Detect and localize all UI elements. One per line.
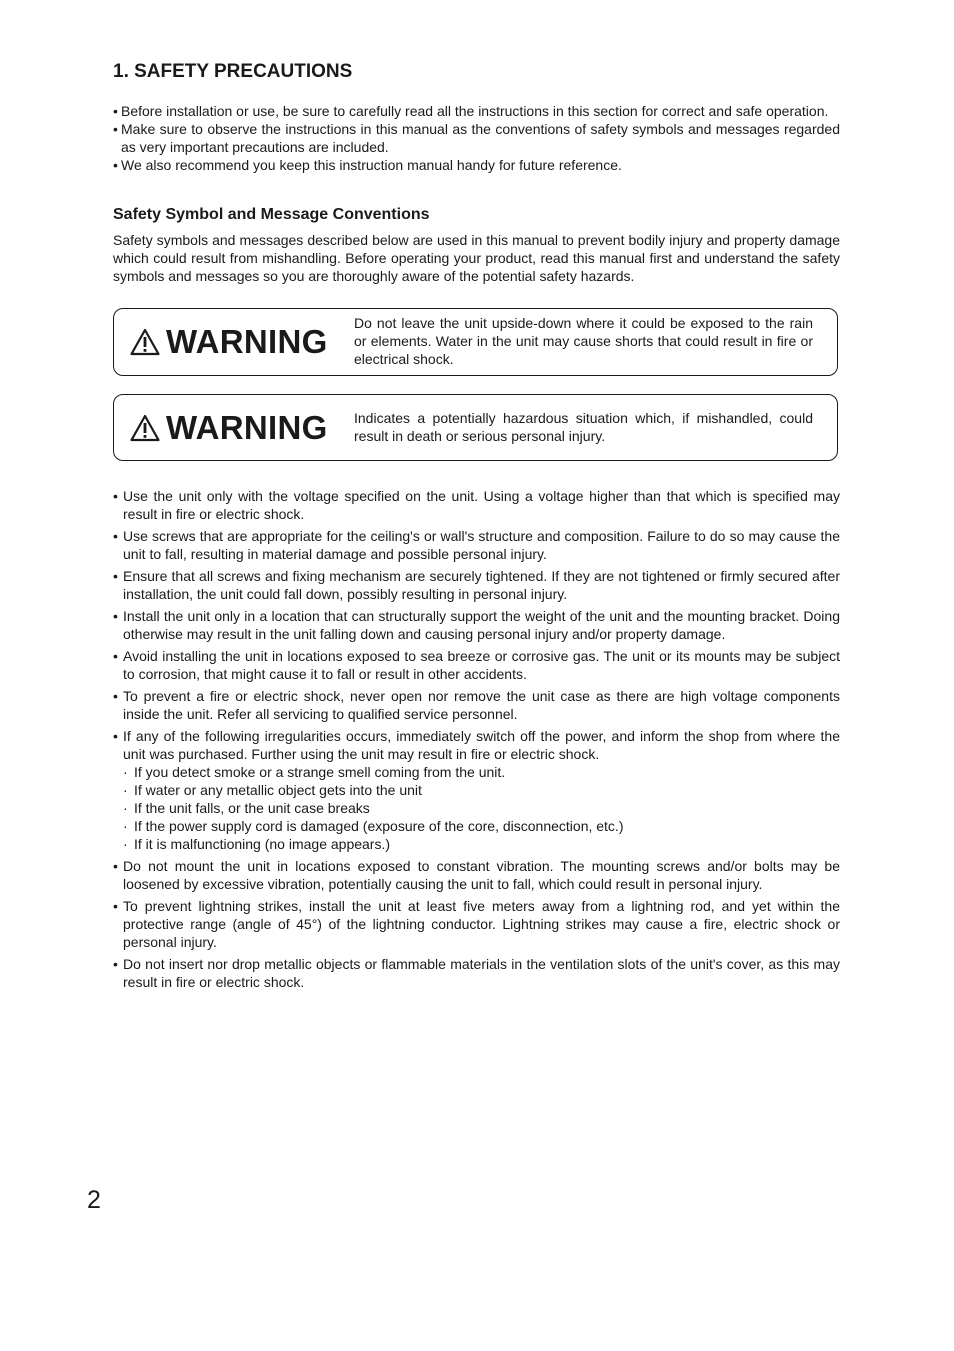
- precaution-text: Do not insert nor drop metallic objects or flammable materials in the ventilation slots of the unit's cover, as this may result in fire or electric shock.: [123, 956, 840, 990]
- bullet-dot: •: [113, 528, 118, 544]
- precaution-text: To prevent a fire or electric shock, never open nor remove the unit case as there are high voltage components inside the unit. Refer all servicing to qualified service personnel.: [123, 688, 840, 722]
- bullet-dot: •: [113, 858, 118, 874]
- conventions-heading: Safety Symbol and Message Conventions: [113, 206, 430, 223]
- irregularity-text: If the power supply cord is damaged (exposure of the core, disconnection, etc.): [134, 818, 624, 834]
- sub-bullet-dot: ·: [123, 764, 128, 780]
- irregularity-item: [123, 781, 840, 799]
- warning-message: Do not leave the unit upside-down where it could be exposed to the rain or elements. Water in the unit may cause shorts that could result in fire or electrical shock.: [354, 315, 813, 367]
- bullet-dot: •: [113, 121, 118, 137]
- precaution-item: [113, 955, 840, 991]
- irregularity-text: If you detect smoke or a strange smell coming from the unit.: [134, 764, 506, 780]
- precaution-text: Install the unit only in a location that can structurally support the weight of the unit and the mounting bracket. Doing otherwise may result in the unit falling down and causing personal injury and/or property damage.: [123, 608, 840, 642]
- precaution-item: [113, 607, 840, 643]
- precaution-text: Ensure that all screws and fixing mechanism are securely tightened. If they are not tightened or firmly secured after installation, the unit could fall down, possibly resulting in personal injury.: [123, 568, 840, 602]
- precaution-item: [113, 857, 840, 893]
- precaution-item: [113, 647, 840, 683]
- intro-bullet: [113, 156, 840, 174]
- irregularities-list: [123, 763, 840, 853]
- intro-bullet-text: We also recommend you keep this instruction manual handy for future reference.: [121, 157, 622, 173]
- bullet-dot: •: [113, 898, 118, 914]
- bullet-dot: •: [113, 608, 118, 624]
- intro-bullet-text: Make sure to observe the instructions in this manual as the conventions of safety symbols and messages regarded as very important precautions are included.: [121, 121, 840, 155]
- irregularity-item: [123, 817, 840, 835]
- bullet-dot: •: [113, 956, 118, 972]
- precaution-item: [113, 527, 840, 563]
- bullet-dot: •: [113, 648, 118, 664]
- precaution-text: Use the unit only with the voltage specified on the unit. Using a voltage higher than that which is specified may result in fire or electric shock.: [123, 488, 840, 522]
- bullet-dot: •: [113, 688, 118, 704]
- conventions-text: Safety symbols and messages described below are used in this manual to prevent bodily injury and property damage which could result from mishandling. Before operating your product, read this manual first and understand the safety symbols and messages so you are thoroughly aware of the potential safety hazards.: [113, 232, 840, 284]
- precaution-text: If any of the following irregularities occurs, immediately switch off the power, and inform the shop from where the unit was purchased. Further using the unit may result in fire or electric shock.: [123, 728, 840, 762]
- precaution-item: [113, 687, 840, 723]
- bullet-dot: •: [113, 488, 118, 504]
- page-number: 2: [87, 1186, 101, 1214]
- precaution-text: Do not mount the unit in locations exposed to constant vibration. The mounting screws and/or bolts may be loosened by excessive vibration, potentially causing the unit to fall, which could result in personal injury.: [123, 858, 840, 892]
- precaution-item: [113, 727, 840, 853]
- intro-bullet-text: Before installation or use, be sure to carefully read all the instructions in this section for correct and safe operation.: [121, 103, 829, 119]
- bullet-dot: •: [113, 103, 118, 119]
- precaution-item: [113, 567, 840, 603]
- intro-bullet: [113, 120, 840, 156]
- precaution-text: Avoid installing the unit in locations exposed to sea breeze or corrosive gas. The unit or its mounts may be subject to corrosion, that might cause it to fall or result in other accidents.: [123, 648, 840, 682]
- precaution-item: [113, 487, 840, 523]
- warning-box: [113, 308, 838, 376]
- sub-bullet-dot: ·: [123, 800, 128, 816]
- precaution-text: To prevent lightning strikes, install the unit at least five meters away from a lightning rod, and yet within the protective range (angle of 45°) of the lightning conductor. Lightning strikes may cause a fire, electric shock or personal injury.: [123, 898, 840, 950]
- irregularity-item: [123, 835, 840, 853]
- intro-bullet: [113, 102, 840, 120]
- warning-triangle-icon: [130, 414, 160, 442]
- warning-badge: [130, 395, 328, 460]
- warning-label: WARNING: [166, 408, 328, 446]
- bullet-dot: •: [113, 728, 118, 744]
- warning-message: Indicates a potentially hazardous situation which, if mishandled, could result in death or serious personal injury.: [354, 410, 813, 444]
- sub-bullet-dot: ·: [123, 818, 128, 834]
- bullet-dot: •: [113, 568, 118, 584]
- precaution-text: Use screws that are appropriate for the ceiling's or wall's structure and composition. Failure to do so may cause the unit to fall, resulting in material damage and possible personal injury.: [123, 528, 840, 562]
- sub-bullet-dot: ·: [123, 782, 128, 798]
- irregularity-text: If the unit falls, or the unit case breaks: [134, 800, 370, 816]
- irregularity-item: [123, 763, 840, 781]
- warning-label: WARNING: [166, 323, 328, 360]
- intro-bullet-list: [113, 102, 840, 174]
- precautions-list: [113, 487, 840, 995]
- precaution-item: [113, 897, 840, 951]
- irregularity-text: If water or any metallic object gets into the unit: [134, 782, 422, 798]
- bullet-dot: •: [113, 157, 118, 173]
- irregularity-item: [123, 799, 840, 817]
- sub-bullet-dot: ·: [123, 836, 128, 852]
- warning-box: [113, 394, 838, 461]
- warning-triangle-icon: [130, 328, 160, 356]
- warning-badge: [130, 309, 328, 375]
- irregularity-text: If it is malfunctioning (no image appears.): [134, 836, 391, 852]
- page-title: 1. SAFETY PRECAUTIONS: [113, 61, 353, 82]
